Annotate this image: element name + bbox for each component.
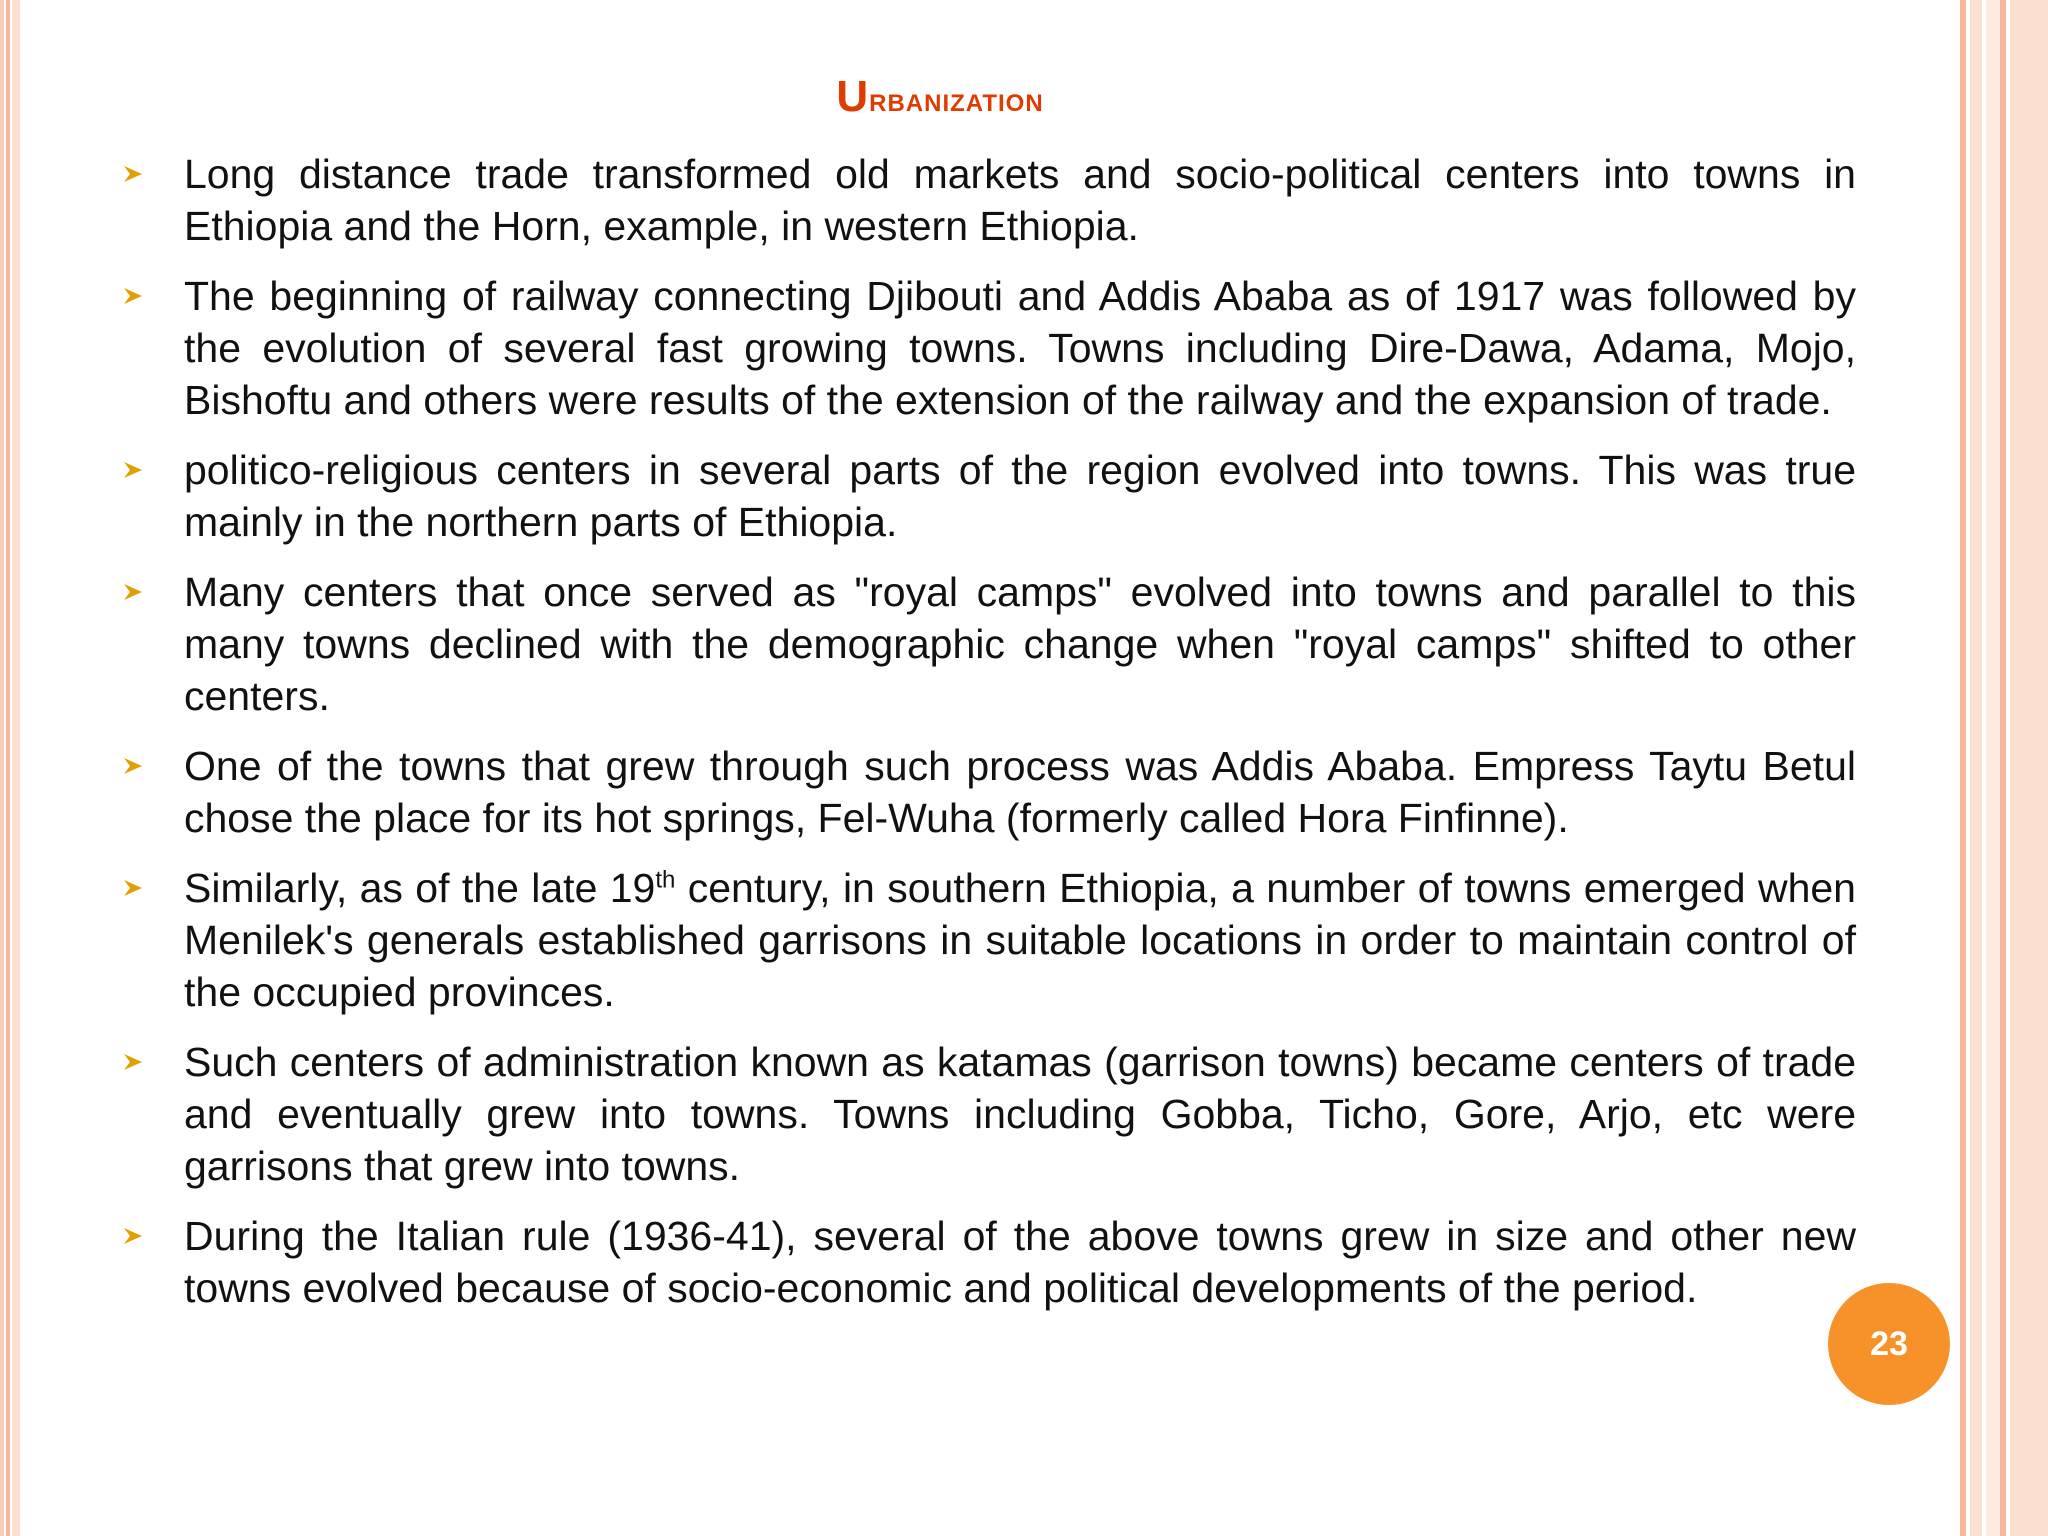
slide-title [0, 72, 1880, 122]
arrow-bullet-icon [120, 1036, 150, 1088]
bullet-text: Many centers that once served as "royal camps" evolved into towns and parallel to this many towns declined with the demographic change when "royal camps" shifted to other centers. [184, 569, 1856, 719]
slide-title-initial: U [836, 72, 870, 121]
bullet-item [120, 444, 1856, 548]
right-decorative-border [1960, 0, 2048, 1536]
arrow-bullet-icon [120, 1210, 150, 1262]
superscript-th: th [655, 866, 676, 894]
bullet-text: Such centers of administration known as katamas (garrison towns) became centers of trade and eventually grew into towns. Towns including Gobba, Ticho, Gore, Arjo, etc were garrisons that grew into towns. [184, 1039, 1856, 1189]
arrow-bullet-icon [120, 148, 150, 200]
arrow-bullet-icon [120, 270, 150, 322]
bullet-item [120, 1210, 1856, 1314]
bullet-text-after: century, in southern Ethiopia, a number of towns emerged when Menilek's generals established garrisons in suitable locations in order to maintain control of the occupied provinces. [184, 865, 1856, 1015]
bullet-list [120, 148, 1856, 1332]
slide-title-rest: rbanization [869, 81, 1044, 119]
bullet-item [120, 1036, 1856, 1192]
bullet-item [120, 270, 1856, 426]
arrow-bullet-icon [120, 566, 150, 618]
bullet-text-before: Similarly, as of the late 19 [184, 865, 656, 911]
bullet-text: One of the towns that grew through such process was Addis Ababa. Empress Taytu Betul chose the place for its hot springs, Fel-Wuha (formerly called Hora Finfinne). [184, 743, 1856, 841]
left-decorative-border [0, 0, 20, 1536]
arrow-bullet-icon [120, 740, 150, 792]
bullet-item [120, 148, 1856, 252]
arrow-bullet-icon [120, 444, 150, 496]
bullet-text: Long distance trade transformed old markets and socio-political centers into towns in Ethiopia and the Horn, example, in western Ethiopia. [184, 151, 1856, 249]
bullet-text: During the Italian rule (1936-41), several of the above towns grew in size and other new towns evolved because of socio-economic and political developments of the period. [184, 1213, 1856, 1311]
bullet-item [120, 862, 1856, 1018]
bullet-item [120, 740, 1856, 844]
page-number-badge: 23 [1828, 1283, 1950, 1405]
bullet-text: The beginning of railway connecting Djibouti and Addis Ababa as of 1917 was followed by the evolution of several fast growing towns. Towns including Dire-Dawa, Adama, Mojo, Bishoftu and others were results of the extension of the railway and the expansion of trade. [184, 273, 1856, 423]
bullet-text: politico-religious centers in several parts of the region evolved into towns. This was true mainly in the northern parts of Ethiopia. [184, 447, 1856, 545]
bullet-item [120, 566, 1856, 722]
arrow-bullet-icon [120, 862, 150, 914]
